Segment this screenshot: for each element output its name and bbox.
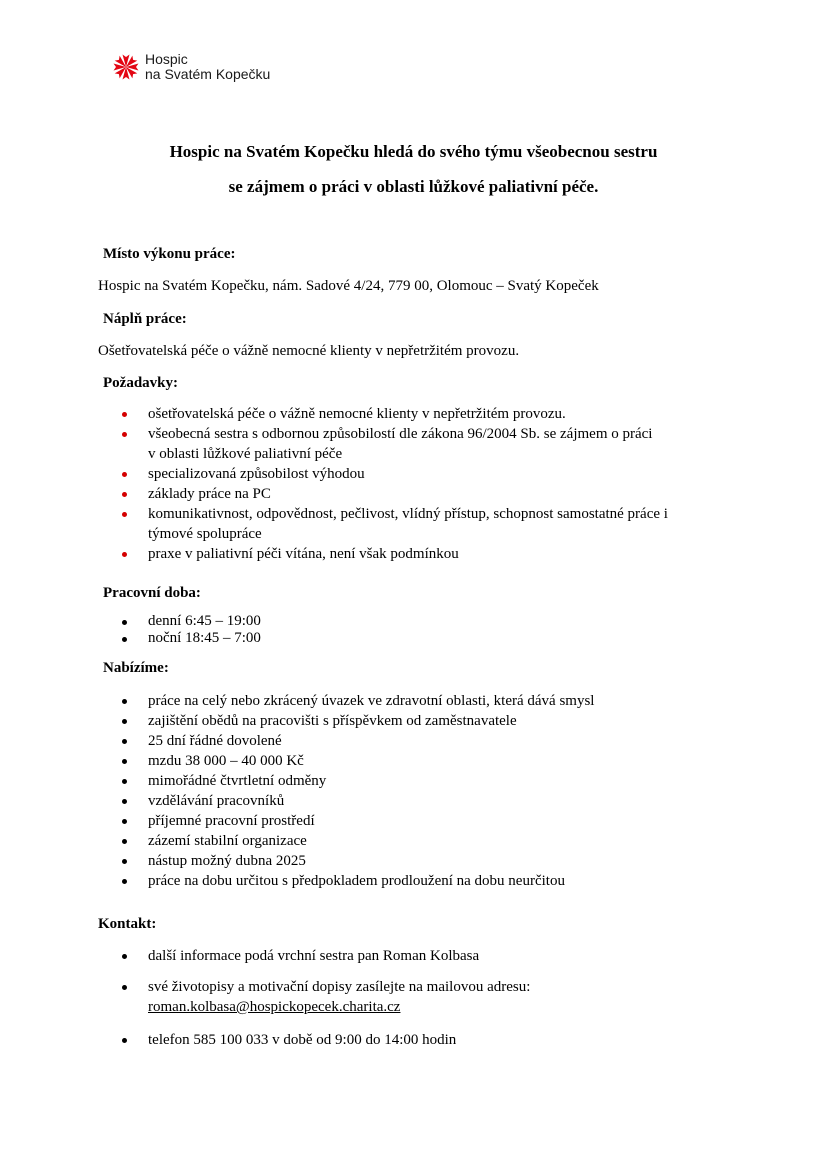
bullet-icon	[122, 985, 127, 990]
bullet-icon	[122, 954, 127, 959]
list-item	[122, 831, 742, 851]
item-text: zázemí stabilní organizace	[148, 833, 307, 849]
list-item	[122, 871, 742, 891]
item-text: v oblasti lůžkové paliativní péče	[148, 446, 343, 462]
logo-line-2: na Svatém Kopečku	[145, 66, 271, 82]
requirements-heading: Požadavky:	[103, 375, 178, 391]
item-text: vzdělávání pracovníků	[148, 793, 285, 809]
item-text: telefon 585 100 033 v době od 9:00 do 14:00 hodin	[148, 1032, 457, 1048]
contact-heading: Kontakt:	[98, 916, 157, 932]
logo-text	[145, 52, 270, 82]
list-item	[122, 691, 742, 711]
bullet-icon	[122, 1038, 127, 1043]
bullet-icon	[122, 799, 127, 804]
bullet-icon	[122, 779, 127, 784]
logo-line-1: Hospic	[145, 51, 188, 67]
item-text: práce na dobu určitou s předpokladem prodloužení na dobu neurčitou	[148, 873, 565, 889]
list-item	[122, 946, 742, 966]
list-item	[122, 977, 742, 1017]
offer-heading: Nabízíme:	[103, 660, 169, 676]
item-text: práce na celý nebo zkrácený úvazek ve zdravotní oblasti, která dává smysl	[148, 693, 595, 709]
item-text: základy práce na PC	[148, 486, 271, 502]
list-item	[122, 791, 742, 811]
bullet-icon	[122, 819, 127, 824]
item-text: specializovaná způsobilost výhodou	[148, 466, 365, 482]
bullet-icon	[122, 739, 127, 744]
list-item	[122, 811, 742, 831]
bullet-icon	[122, 512, 127, 517]
item-text: mzdu 38 000 – 40 000 Kč	[148, 753, 304, 769]
place-heading: Místo výkonu práce:	[103, 246, 236, 262]
bullet-icon	[122, 699, 127, 704]
item-text: komunikativnost, odpovědnost, pečlivost, vlídný přístup, schopnost samostatné práce i	[148, 506, 668, 522]
bullet-icon	[122, 859, 127, 864]
list-item	[122, 771, 742, 791]
item-text: 25 dní řádné dovolené	[148, 733, 282, 749]
list-item-continuation	[122, 524, 742, 544]
item-text: ošetřovatelská péče o vážně nemocné klienty v nepřetržitém provozu.	[148, 406, 566, 422]
place-text: Hospic na Svatém Kopečku, nám. Sadové 4/24, 779 00, Olomouc – Svatý Kopeček	[98, 278, 599, 294]
list-item	[122, 731, 742, 751]
list-item	[122, 504, 742, 524]
contact-list	[122, 946, 742, 1050]
logo	[112, 52, 270, 82]
list-item	[122, 484, 742, 504]
list-item	[122, 751, 742, 771]
list-item	[122, 1030, 742, 1050]
item-text: denní 6:45 – 19:00	[148, 613, 261, 629]
bullet-icon	[122, 412, 127, 417]
item-text: mimořádné čtvrtletní odměny	[148, 773, 327, 789]
list-item	[122, 630, 742, 647]
page-title-line-2: se zájmem o práci v oblasti lůžkové paliativní péče.	[228, 177, 599, 196]
list-item	[122, 544, 742, 564]
list-item	[122, 711, 742, 731]
item-text: své životopisy a motivační dopisy zasílejte na mailovou adresu:	[148, 979, 531, 995]
bullet-icon	[122, 472, 127, 477]
email-link[interactable]: roman.kolbasa@hospickopecek.charita.cz	[148, 999, 401, 1015]
item-text: nástup možný dubna 2025	[148, 853, 306, 869]
list-item	[122, 404, 742, 424]
requirements-list	[122, 404, 742, 564]
bullet-icon	[122, 492, 127, 497]
bullet-icon	[122, 637, 127, 642]
list-item-continuation	[122, 444, 742, 464]
bullet-icon	[122, 620, 127, 625]
item-text: všeobecná sestra s odbornou způsobilostí dle zákona 96/2004 Sb. se zájmem o práci	[148, 426, 653, 442]
bullet-icon	[122, 552, 127, 557]
charita-cross-icon	[112, 53, 140, 81]
item-text: praxe v paliativní péči vítána, není však podmínkou	[148, 546, 459, 562]
item-text: noční 18:45 – 7:00	[148, 630, 261, 646]
hours-heading: Pracovní doba:	[103, 585, 201, 601]
item-text: týmové spolupráce	[148, 526, 262, 542]
bullet-icon	[122, 839, 127, 844]
bullet-icon	[122, 879, 127, 884]
item-text: zajištění obědů na pracovišti s příspěvkem od zaměstnavatele	[148, 713, 517, 729]
list-item	[122, 851, 742, 871]
list-item	[122, 424, 742, 444]
item-text: příjemné pracovní prostředí	[148, 813, 315, 829]
bullet-icon	[122, 759, 127, 764]
page-title-line-1: Hospic na Svatém Kopečku hledá do svého týmu všeobecnou sestru	[169, 142, 658, 161]
offer-list	[122, 691, 742, 891]
hours-list	[122, 613, 742, 647]
bullet-icon	[122, 719, 127, 724]
item-text: další informace podá vrchní sestra pan Roman Kolbasa	[148, 948, 480, 964]
list-item	[122, 464, 742, 484]
work-heading: Náplň práce:	[103, 311, 187, 327]
work-text: Ošetřovatelská péče o vážně nemocné klienty v nepřetržitém provozu.	[98, 343, 520, 359]
list-item	[122, 613, 742, 630]
bullet-icon	[122, 432, 127, 437]
